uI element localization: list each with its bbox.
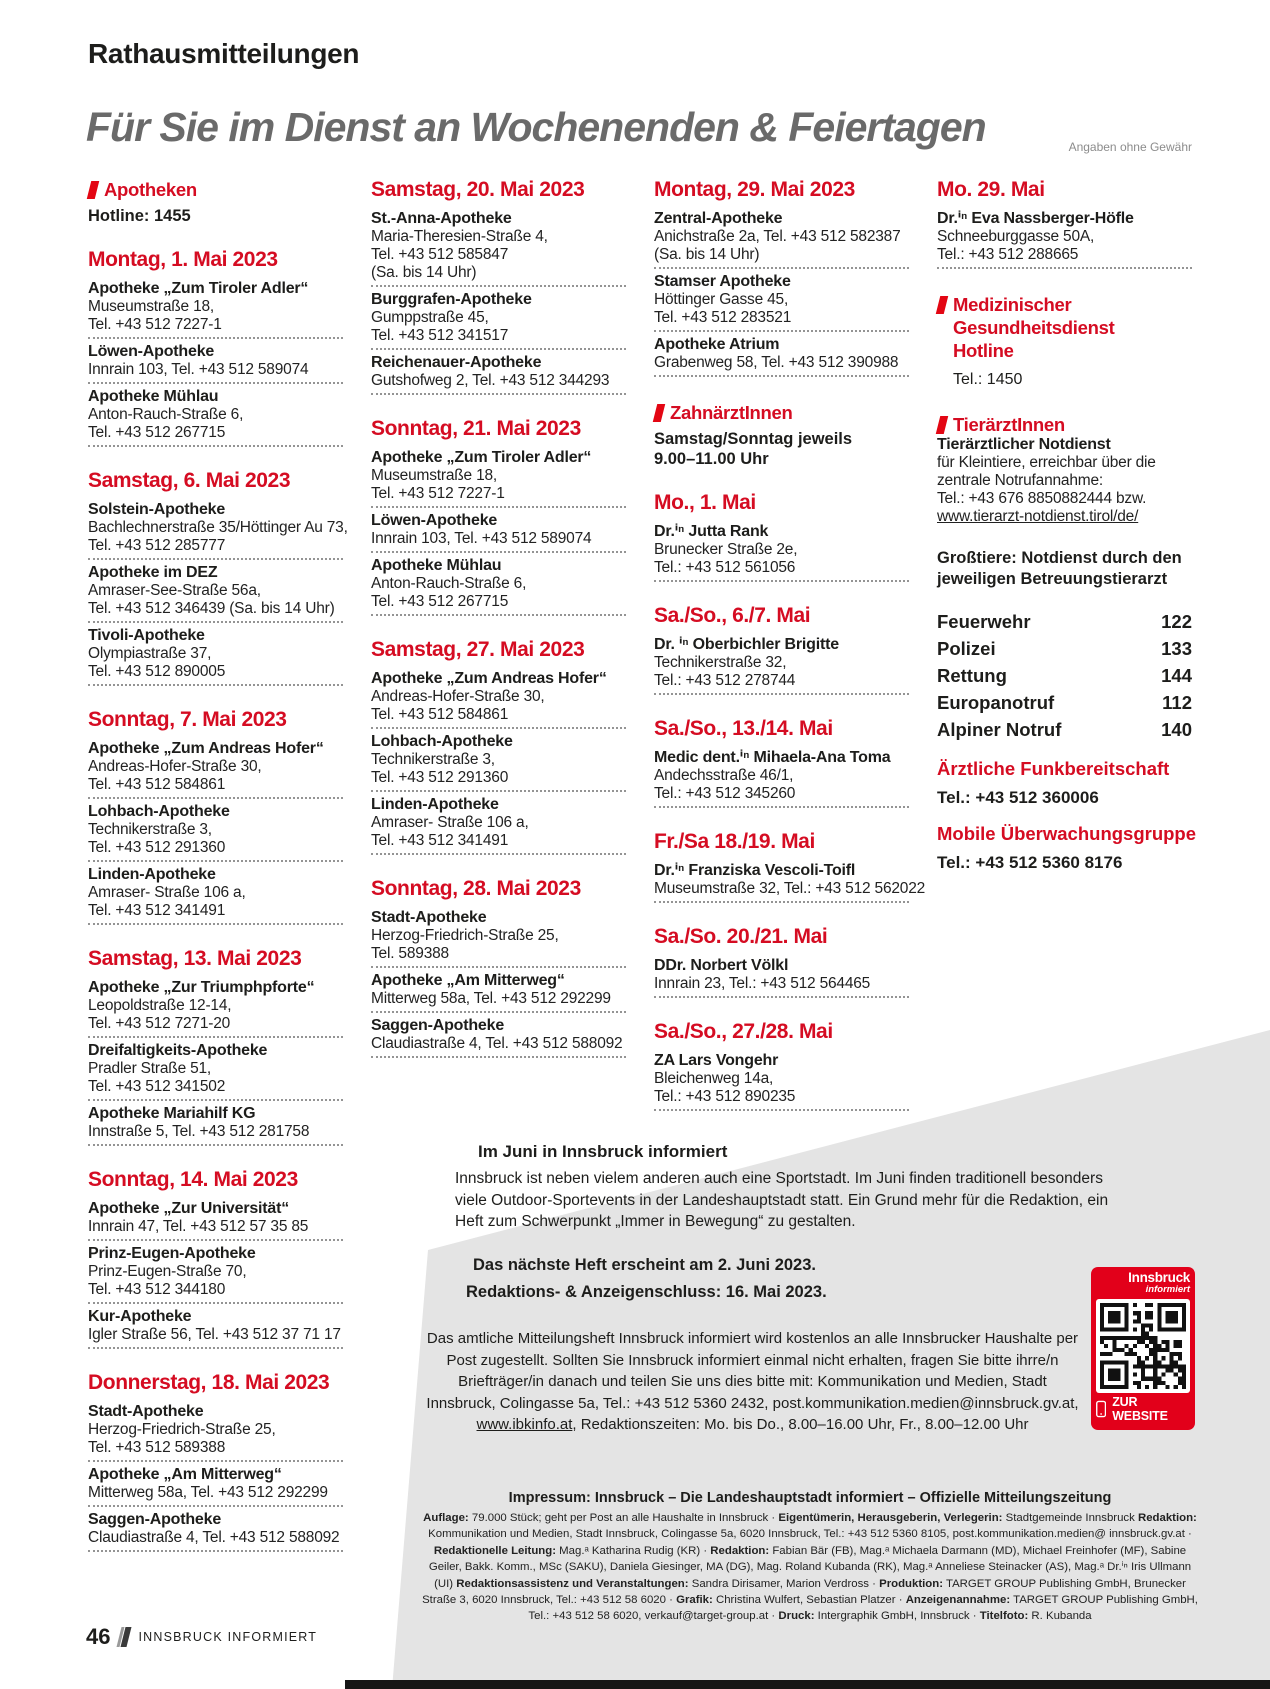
entry-line: Tel. +43 512 341491 (88, 902, 226, 919)
entry-line: Anton-Rauch-Straße 6, (88, 406, 244, 423)
qr-code-pattern (1100, 1303, 1186, 1389)
entry-name: Kur-Apotheke (88, 1308, 192, 1325)
impressum-text: Sandra Dirisamer, Marion Verdross · (688, 1577, 880, 1590)
entry-name: Medic dent.ⁱⁿ Mihaela-Ana Toma (654, 749, 891, 766)
entry-line: Technikerstraße 32, (654, 654, 787, 671)
entry-name: Burggrafen-Apotheke (371, 291, 532, 308)
section-header (654, 401, 909, 424)
date-heading: Fr./Sa 18./19. Mai (654, 830, 815, 853)
section-subtitle (654, 429, 909, 469)
contact-phone: Tel.: +43 512 5360 8176 (937, 853, 1123, 872)
dotted-divider (654, 578, 909, 582)
date-heading: Sa./So., 6./7. Mai (654, 604, 811, 627)
entry-name: Saggen-Apotheke (371, 1017, 505, 1034)
entry-name: Lohbach-Apotheke (88, 803, 230, 820)
impressum-label: Produktion: (879, 1577, 944, 1590)
duty-entry (371, 291, 626, 350)
entry-line: Tel. +43 512 291360 (88, 839, 226, 856)
duty-entry (88, 501, 348, 560)
date-heading: Sa./So. 20./21. Mai (654, 925, 828, 948)
entry-line: Amraser- Straße 106 a, (371, 814, 529, 831)
dotted-divider (88, 921, 343, 925)
entry-line: Tel. 589388 (371, 945, 449, 962)
duty-entry (371, 972, 626, 1013)
entry-name: Tierärztlicher Notdienst (937, 436, 1111, 453)
entry-line: Innrain 23, Tel.: +43 512 564465 (654, 975, 871, 992)
duty-entry (88, 803, 343, 862)
entry-line: Tel.: +43 512 345260 (654, 785, 796, 802)
date-heading: Montag, 29. Mai 2023 (654, 178, 855, 201)
duty-entry (654, 636, 909, 695)
date-heading: Sa./So., 13./14. Mai (654, 717, 833, 740)
entry-line: Tel.: +43 512 278744 (654, 672, 796, 689)
entry-line: Tel.: +43 512 561056 (654, 559, 796, 576)
contact-title: Mobile Überwachungsgruppe (937, 823, 1197, 844)
entry-line: Leopoldstraße 12-14, (88, 997, 232, 1014)
entry-name: Apotheke „Zum Tiroler Adler“ (371, 449, 592, 466)
emergency-number: 144 (1161, 665, 1192, 686)
date-heading: Samstag, 6. Mai 2023 (88, 469, 291, 492)
section-header (937, 413, 1192, 436)
page-kicker: Rathausmitteilungen (88, 38, 360, 69)
impressum-body (420, 1510, 1200, 1625)
duty-entry (654, 273, 909, 332)
entry-line: (Sa. bis 14 Uhr) (654, 246, 760, 263)
entry-line: Bachlechnerstraße 35/Höttinger Au 73, (88, 519, 348, 536)
entry-name: Apotheke Atrium (654, 336, 780, 353)
dotted-divider (371, 504, 626, 508)
emergency-number: 122 (1161, 611, 1192, 632)
impressum-label: Auflage: (423, 1512, 469, 1524)
date-heading: Sa./So., 27./28. Mai (654, 1020, 833, 1043)
entry-name: Apotheke „Am Mitterweg“ (371, 972, 565, 989)
section-title: Hotline (953, 340, 1014, 361)
emergency-row (937, 689, 1192, 716)
section-subtitle (88, 206, 343, 226)
entry-line: Museumstraße 32, Tel.: +43 512 562022 (654, 880, 926, 897)
impressum-text: 79.000 Stück; geht per Post an alle Haushalte in Innsbruck · (468, 1512, 779, 1524)
qr-cta-bar[interactable] (1096, 1393, 1190, 1425)
entry-name: Apotheke „Zur Triumphpforte“ (88, 979, 315, 996)
dotted-divider (654, 899, 909, 903)
dotted-divider (371, 346, 626, 350)
red-slash-icon (936, 296, 948, 314)
entry-line: Tel. +43 512 283521 (654, 309, 792, 326)
duty-entry (88, 280, 343, 339)
footer-slash-icon (119, 1627, 129, 1647)
dotted-divider (88, 858, 343, 862)
duty-entry (654, 210, 909, 269)
bold-paragraph-line: jeweiligen Betreuungstierarzt (937, 570, 1168, 588)
entry-line: Bleichenweg 14a, (654, 1070, 774, 1087)
entry-line: Tel. +43 512 344180 (88, 1281, 226, 1298)
entry-line: Tel. +43 512 291360 (371, 769, 509, 786)
entry-name: Löwen-Apotheke (88, 343, 215, 360)
duty-entry (88, 627, 343, 686)
duty-entry (371, 449, 626, 508)
entry-name: Apotheke „Zur Universität“ (88, 1200, 290, 1217)
dotted-divider (88, 682, 343, 686)
date-heading: Sonntag, 21. Mai 2023 (371, 417, 581, 440)
impressum-label: Anzeigenannahme: (905, 1594, 1011, 1607)
date-heading: Sonntag, 7. Mai 2023 (88, 708, 287, 731)
entry-name: Stadt-Apotheke (88, 1403, 204, 1420)
entry-line: Tel.: +43 676 8850882444 bzw. (937, 490, 1147, 507)
duty-entry (371, 670, 626, 729)
entry-line: zentrale Notrufannahme: (937, 472, 1103, 489)
entry-name: ZA Lars Vongehr (654, 1052, 779, 1069)
section-title: Apotheken (104, 179, 197, 200)
emergency-row (937, 716, 1192, 743)
entry-line: Innrain 103, Tel. +43 512 589074 (88, 361, 309, 378)
emergency-row (937, 608, 1192, 635)
entry-name: Apotheke „Zum Andreas Hofer“ (371, 670, 607, 687)
date-heading: Sonntag, 14. Mai 2023 (88, 1168, 298, 1191)
delivery-info-text (425, 1328, 1080, 1436)
section-subtitle-line: 9.00–11.00 Uhr (654, 450, 769, 468)
entry-line: Pradler Straße 51, (88, 1060, 212, 1077)
duty-entry (654, 336, 909, 377)
entry-line: Museumstraße 18, (371, 467, 498, 484)
section-header (937, 293, 1192, 362)
entry-line: Innstraße 5, Tel. +43 512 281758 (88, 1123, 310, 1140)
entry-name: Zentral-Apotheke (654, 210, 783, 227)
entry-name: St.-Anna-Apotheke (371, 210, 512, 227)
section-subtext: Tel.: 1450 (953, 371, 1023, 388)
entry-name: Dr. ⁱⁿ Oberbichler Brigitte (654, 636, 839, 653)
phone-icon (1096, 1400, 1106, 1418)
section-title: TierärztInnen (953, 414, 1065, 435)
entry-line: Tel. +43 512 7271-20 (88, 1015, 231, 1032)
dotted-divider (88, 443, 343, 447)
entry-line: Amraser- Straße 106 a, (88, 884, 246, 901)
entry-line: Tel. +43 512 341491 (371, 832, 509, 849)
entry-line: Grabenweg 58, Tel. +43 512 390988 (654, 354, 899, 371)
entry-line: Tel. +43 512 341517 (371, 327, 509, 344)
entry-line: Tel. +43 512 346439 (Sa. bis 14 Uhr) (88, 600, 335, 617)
entry-name: Tivoli-Apotheke (88, 627, 205, 644)
impressum-label: Druck: (778, 1610, 815, 1623)
page-number: 46 (86, 1624, 111, 1649)
contact-phone: Tel.: +43 512 360006 (937, 788, 1099, 807)
emergency-label: Rettung (937, 665, 1007, 686)
duty-entry (88, 740, 343, 799)
entry-line: Mitterweg 58a, Tel. +43 512 292299 (371, 990, 611, 1007)
info-body-text: Innsbruck ist neben vielem anderen auch eine Sportstadt. Im Juni finden traditionell besonders viele Outdoor-Sportevents in der Landeshauptstadt statt. Ein Grund mehr für die Redaktion, ein Heft zum Schwerpunkt „Immer in Bewegung“ zu gestalten. (455, 1170, 1109, 1230)
impressum-text: TARGET GROUP Publishing GmbH, Brunecker Straße 3, 6020 Innsbruck, Tel.: +43 512 58 6020 · (422, 1577, 1186, 1607)
duty-entry (937, 210, 1192, 269)
section-title: Medizinischer (953, 294, 1072, 315)
duty-entry (371, 210, 626, 287)
dotted-divider (654, 373, 909, 377)
entry-name: Apotheke „Am Mitterweg“ (88, 1466, 282, 1483)
qr-website-box[interactable] (1091, 1267, 1195, 1430)
dotted-divider (371, 612, 626, 616)
entry-name: Apotheke Mariahilf KG (88, 1105, 256, 1122)
dotted-divider (88, 795, 343, 799)
duty-entry (371, 796, 626, 855)
entry-line: Herzog-Friedrich-Straße 25, (371, 927, 559, 944)
emergency-number: 112 (1162, 692, 1192, 713)
entry-line: Olympiastraße 37, (88, 645, 212, 662)
dotted-divider (654, 691, 909, 695)
page-footer (86, 1624, 317, 1650)
entry-name: Apotheke Mühlau (88, 388, 219, 405)
impressum-label: Eigentümerin, Herausgeberin, Verlegerin: (778, 1512, 1003, 1524)
qr-code[interactable] (1096, 1299, 1190, 1393)
entry-line: Gutshofweg 2, Tel. +43 512 344293 (371, 372, 610, 389)
duty-entry (88, 866, 343, 925)
entry-line: Tel. +43 512 584861 (371, 706, 509, 723)
dotted-divider (371, 788, 626, 792)
impressum-text: Fabian Bär (FB), Mag.ᵃ Michaela Darmann (MD), Michael Freinhofer (MF), Sabine Geiler, Bakk. Komm., MSc (SAKU), Daniela Giesinger, MA (DG), Mag. Roland Kubanda (RK), Mag.ᵃ Anneliese Steinacker (AS), Mag.ᵃ Dr.ⁱⁿ Iris Ullmann (UI) (428, 1544, 1192, 1590)
entry-name: DDr. Norbert Völkl (654, 957, 789, 974)
duty-column (371, 178, 626, 1062)
entry-line: Tel. +43 512 267715 (88, 424, 226, 441)
page-bottom-edge (345, 1680, 1270, 1689)
entry-line: Claudiastraße 4, Tel. +43 512 588092 (371, 1035, 623, 1052)
entry-line: Tel. +43 512 267715 (371, 593, 509, 610)
duty-entry (937, 436, 1192, 526)
entry-line: Innrain 47, Tel. +43 512 57 35 85 (88, 1218, 309, 1235)
entry-line: Gumppstraße 45, (371, 309, 489, 326)
duty-entry (88, 388, 343, 447)
entry-name: Solstein-Apotheke (88, 501, 226, 518)
duty-entry (88, 343, 343, 384)
entry-name: Dr.ⁱⁿ Jutta Rank (654, 523, 769, 540)
entry-line: Tel. +43 512 7227-1 (371, 485, 505, 502)
entry-link[interactable]: www.tierarzt-notdienst.tirol/de/ (937, 508, 1139, 525)
entry-name: Saggen-Apotheke (88, 1511, 222, 1528)
entry-line: Tel. +43 512 584861 (88, 776, 226, 793)
date-heading: Samstag, 13. Mai 2023 (88, 947, 302, 970)
date-heading: Donnerstag, 18. Mai 2023 (88, 1371, 330, 1394)
entry-line: Anichstraße 2a, Tel. +43 512 582387 (654, 228, 901, 245)
bold-paragraph (937, 548, 1192, 590)
dotted-divider (654, 994, 909, 998)
entry-line: Andreas-Hofer-Straße 30, (371, 688, 545, 705)
entry-name: Dr.ⁱⁿ Eva Nassberger-Höfle (937, 210, 1134, 227)
duty-entry (371, 354, 626, 395)
entry-name: Apotheke im DEZ (88, 564, 218, 581)
dotted-divider (654, 328, 909, 332)
entry-line: Tel. +43 512 890005 (88, 663, 226, 680)
impressum-text: Stadtgemeinde Innsbruck (1002, 1512, 1138, 1524)
entry-line: Maria-Theresien-Straße 4, (371, 228, 548, 245)
next-issue-note: Das nächste Heft erscheint am 2. Juni 2023. (473, 1256, 816, 1274)
impressum-text: Mag.ᵃ Katharina Rudig (KR) · (556, 1544, 711, 1557)
entry-line: Tel. +43 512 585847 (371, 246, 509, 263)
entry-line: Tel.: +43 512 890235 (654, 1088, 796, 1105)
entry-name: Apotheke „Zum Andreas Hofer“ (88, 740, 324, 757)
impressum-title: Impressum: Innsbruck – Die Landeshauptstadt informiert – Offizielle Mitteilungszeitung (508, 1490, 1112, 1506)
entry-name: Prinz-Eugen-Apotheke (88, 1245, 256, 1262)
section-subtitle-line: Samstag/Sonntag jeweils (654, 430, 853, 448)
emergency-label: Feuerwehr (937, 611, 1031, 632)
emergency-label: Alpiner Notruf (937, 719, 1062, 740)
magazine-name: INNSBRUCK INFORMIERT (138, 1630, 318, 1644)
dotted-divider (88, 619, 343, 623)
duty-entry (654, 957, 909, 998)
section-subtitle-line: Hotline: 1455 (88, 207, 191, 225)
impressum-text: R. Kubanda (1028, 1610, 1092, 1623)
duty-entry (654, 523, 909, 582)
entry-line: (Sa. bis 14 Uhr) (371, 264, 477, 281)
entry-line: Höttinger Gasse 45, (654, 291, 789, 308)
date-heading: Samstag, 20. Mai 2023 (371, 178, 585, 201)
date-heading: Sonntag, 28. Mai 2023 (371, 877, 581, 900)
delivery-text-segment: , Redaktionszeiten: Mo. bis Do., 8.00–16.00 Uhr, Fr., 8.00–12.00 Uhr (572, 1416, 1029, 1433)
page-title: Für Sie im Dienst an Wochenenden & Feiertagen (86, 104, 986, 150)
emergency-label: Europanotruf (937, 692, 1055, 713)
impressum (420, 1490, 1200, 1625)
entry-line: Amraser-See-Straße 56a, (88, 582, 261, 599)
contact-block (937, 822, 1197, 873)
entry-line: Claudiastraße 4, Tel. +43 512 588092 (88, 1529, 340, 1546)
contact-block (937, 757, 1192, 808)
duty-entry (371, 909, 626, 968)
qr-cta-label: ZUR WEBSITE (1112, 1395, 1168, 1423)
impressum-label: Redaktionelle Leitung: (433, 1544, 557, 1557)
red-slash-icon (936, 416, 948, 434)
dotted-divider (371, 725, 626, 729)
entry-line: Prinz-Eugen-Straße 70, (88, 1263, 247, 1280)
date-heading: Montag, 1. Mai 2023 (88, 248, 278, 271)
bold-paragraph-line: Großtiere: Notdienst durch den (937, 549, 1182, 567)
impressum-text: Kommunikation und Medien, Stadt Innsbruck, Colingasse 5a, 6020 Innsbruck, Tel.: +43 512 5360 8105, post.kommunikation.medien@ innsbruck.gv.at · (428, 1528, 1192, 1541)
entry-line: Tel. +43 512 7227-1 (88, 316, 222, 333)
website-link[interactable]: www.ibkinfo.at (476, 1416, 573, 1433)
impressum-text: Intergraphik GmbH, Innsbruck · (814, 1610, 980, 1623)
impressum-label: Grafik: (676, 1594, 713, 1607)
impressum-text: TARGET GROUP Publishing GmbH, Tel.: +43 512 58 6020, verkauf@target-group.at · (528, 1594, 1198, 1623)
dotted-divider (88, 556, 343, 560)
duty-column (937, 178, 1197, 873)
entry-line: Andreas-Hofer-Straße 30, (88, 758, 262, 775)
duty-entry (371, 733, 626, 792)
entry-name: Stamser Apotheke (654, 273, 791, 290)
entry-line: Museumstraße 18, (88, 298, 215, 315)
section-header (88, 178, 343, 201)
emergency-row (937, 662, 1192, 689)
section-title: ZahnärztInnen (670, 402, 793, 423)
entry-line: Herzog-Friedrich-Straße 25, (88, 1421, 276, 1438)
impressum-label: Titelfoto: (979, 1610, 1029, 1623)
date-heading: Mo., 1. Mai (654, 491, 756, 514)
entry-line: Igler Straße 56, Tel. +43 512 37 71 17 (88, 1326, 341, 1343)
entry-line: Anton-Rauch-Straße 6, (371, 575, 527, 592)
qr-brand-sublabel: informiert (1145, 1284, 1190, 1295)
red-slash-icon (87, 181, 99, 199)
contact-title: Ärztliche Funkbereitschaft (937, 758, 1170, 779)
duty-entry (654, 749, 909, 808)
date-heading: Samstag, 27. Mai 2023 (371, 638, 585, 661)
entry-line: Schneeburggasse 50A, (937, 228, 1095, 245)
entry-name: Stadt-Apotheke (371, 909, 487, 926)
duty-column (654, 178, 926, 1115)
impressum-label: Redaktionsassistenz und Veranstaltungen: (456, 1577, 689, 1590)
section-title: Gesundheitsdienst (953, 317, 1115, 338)
emergency-number: 140 (1161, 719, 1192, 740)
dotted-divider (88, 335, 343, 339)
entry-line: Innrain 103, Tel. +43 512 589074 (371, 530, 592, 547)
dotted-divider (654, 265, 909, 269)
duty-entry (654, 862, 926, 903)
impressum-label: Redaktion: (1137, 1512, 1197, 1524)
qr-brand-label: Innsbruck (1128, 1270, 1190, 1285)
entry-name: Apotheke „Zum Tiroler Adler“ (88, 280, 309, 297)
duty-entry (88, 564, 343, 623)
delivery-text-segment: Das amtliche Mitteilungsheft Innsbruck informiert wird kostenlos an alle Innsbrucker Haushalte per Post zugestellt. Sollten Sie Innsbruck informiert einmal nicht erhalten, fragen Sie bitte ihrre/n Briefträger/in danach und teilen Sie uns dies bitte mit: Kommunikation und Medien, Stadt Innsbruck, Colingasse 5a, Tel.: +43 512 5360 2432, post.kommunikation.medien@innsbruck.gv.at, (426, 1330, 1079, 1412)
entry-line: Brunecker Straße 2e, (654, 541, 798, 558)
entry-name: Linden-Apotheke (371, 796, 499, 813)
dotted-divider (371, 964, 626, 968)
entry-name: Reichenauer-Apotheke (371, 354, 542, 371)
emergency-row (937, 635, 1192, 662)
emergency-number: 133 (1161, 638, 1192, 659)
duty-entry (371, 512, 626, 553)
dotted-divider (371, 549, 626, 553)
entry-name: Dreifaltigkeits-Apotheke (88, 1042, 268, 1059)
entry-line: Technikerstraße 3, (88, 821, 212, 838)
entry-line: Mitterweg 58a, Tel. +43 512 292299 (88, 1484, 328, 1501)
entry-line: Tel. +43 512 589388 (88, 1439, 226, 1456)
impressum-text: Christina Wulfert, Sebastian Platzer · (712, 1594, 906, 1607)
entry-line: Tel.: +43 512 288665 (937, 246, 1079, 263)
duty-entry (371, 557, 626, 616)
entry-line: Andechsstraße 46/1, (654, 767, 794, 784)
emergency-numbers (937, 608, 1192, 743)
entry-line: Tel. +43 512 285777 (88, 537, 226, 554)
entry-name: Löwen-Apotheke (371, 512, 498, 529)
dotted-divider (371, 1009, 626, 1013)
entry-name: Dr.ⁱⁿ Franziska Vescoli-Toifl (654, 862, 856, 879)
dotted-divider (371, 851, 626, 855)
disclaimer-note: Angaben ohne Gewähr (1068, 140, 1192, 154)
entry-line: für Kleintiere, erreichbar über die (937, 454, 1156, 471)
info-heading: Im Juni in Innsbruck informiert (478, 1142, 728, 1161)
red-slash-icon (653, 404, 665, 422)
deadline-note: Redaktions- & Anzeigenschluss: 16. Mai 2023. (466, 1283, 827, 1301)
dotted-divider (88, 380, 343, 384)
entry-line: Tel. +43 512 341502 (88, 1078, 226, 1095)
entry-name: Apotheke Mühlau (371, 557, 502, 574)
emergency-label: Polizei (937, 638, 996, 659)
dotted-divider (371, 283, 626, 287)
date-heading: Mo. 29. Mai (937, 178, 1045, 201)
dotted-divider (937, 265, 1192, 269)
dotted-divider (654, 804, 909, 808)
dotted-divider (371, 391, 626, 395)
entry-name: Lohbach-Apotheke (371, 733, 513, 750)
entry-name: Linden-Apotheke (88, 866, 216, 883)
impressum-label: Redaktion: (710, 1544, 770, 1557)
entry-line: Technikerstraße 3, (371, 751, 495, 768)
